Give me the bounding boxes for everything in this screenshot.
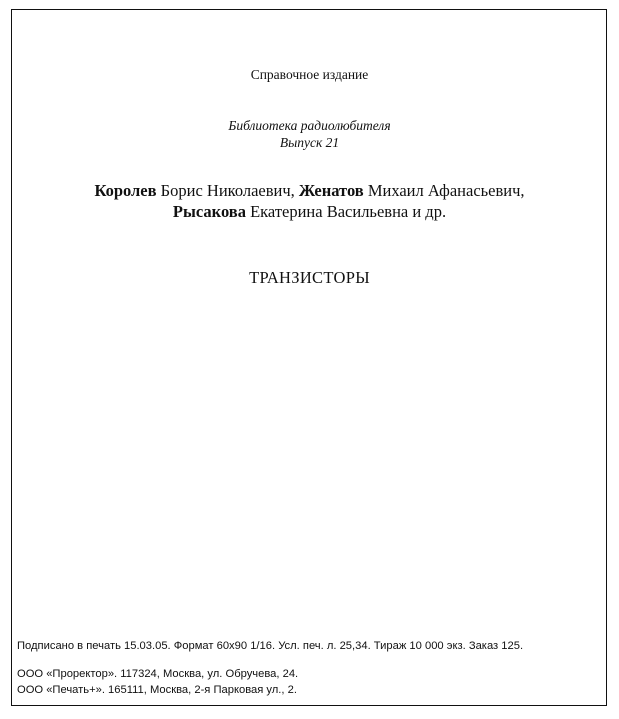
author-surname: Рысакова [172,202,246,221]
author-given-name: Борис Николаевич, [160,181,295,200]
book-title: ТРАНЗИСТОРЫ [249,268,370,287]
series-issue: Выпуск 21 [279,135,340,150]
imprint-publisher: ООО «Проректор». 117324, Москва, ул. Обручева, 24. [17,668,299,680]
imprint-print-info: Подписано в печать 15.03.05. Формат 60x90 1/16. Усл. печ. л. 25,34. Тираж 10 000 экз. Заказ 125. [17,640,524,652]
imprint-printer: ООО «Печать+». 165111, Москва, 2-я Парковая ул., 2. [17,684,297,696]
author-surname: Женатов [298,181,364,200]
author-given-name: Екатерина Васильевна и др. [250,202,447,221]
authors-line [0,181,619,201]
authors-line [0,202,619,222]
author-given-name: Михаил Афанасьевич, [367,181,525,200]
series-name: Библиотека радиолюбителя [228,118,391,133]
page-frame [11,9,607,706]
edition-type: Справочное издание [250,67,369,82]
author-surname: Королев [94,181,157,200]
